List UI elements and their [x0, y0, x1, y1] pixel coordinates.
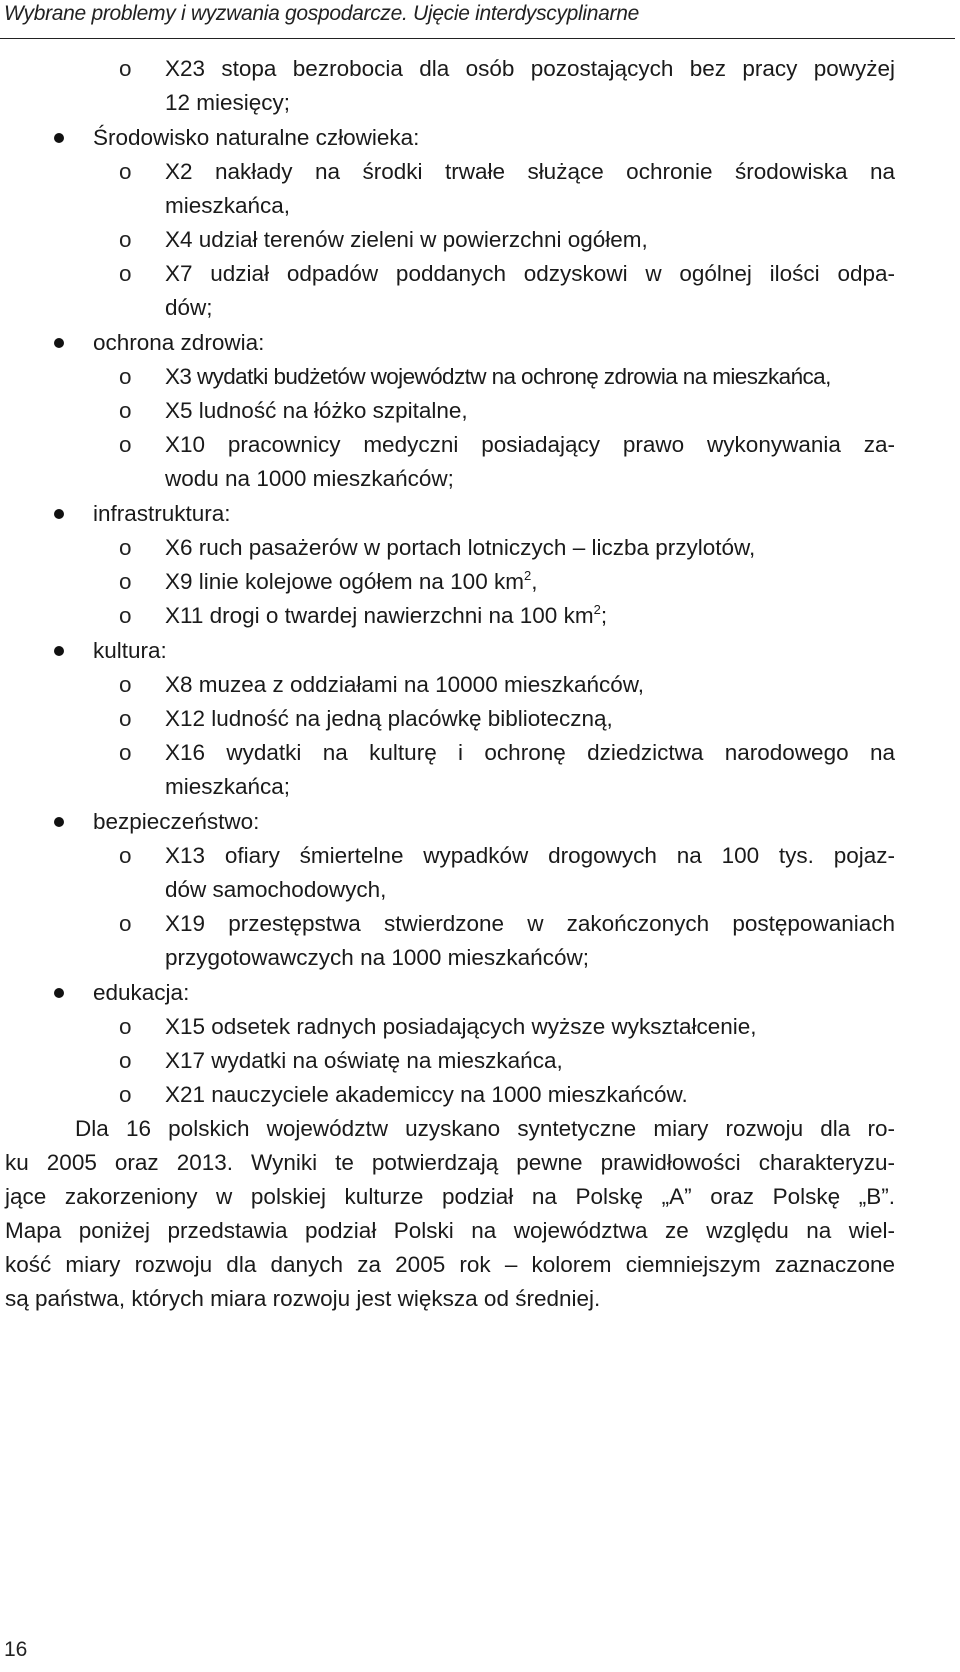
circle-bullet-icon: o: [119, 1082, 132, 1107]
page-number: 16: [4, 1638, 28, 1661]
list-heading-education: edukacja:: [93, 976, 189, 1010]
circle-bullet-icon: o: [119, 706, 132, 731]
superscript: 2: [593, 602, 601, 617]
circle-bullet-icon: o: [119, 740, 132, 765]
list-item-continuation: wodu na 1000 mieszkańców;: [165, 466, 454, 491]
paragraph-line: Mapa poniżej przedstawia podział Polski na województwa ze względu na wiel-: [5, 1218, 895, 1243]
list-item: o X9 linie kolejowe ogółem na 100 $km^2$,: [165, 565, 537, 599]
list-heading-security: bezpieczeństwo:: [93, 805, 259, 839]
list-item: o X3 wydatki budżetów województw na ochronę zdrowia na mieszkańca,: [165, 360, 831, 394]
list-item: o X19 przestępstwa stwierdzone w zakończonych postępowaniach: [165, 907, 895, 941]
list-item: o X13 ofiary śmiertelne wypadków drogowych na 100 tys. pojaz-: [165, 839, 895, 873]
list-item-continuation: 12 miesięcy;: [165, 90, 291, 115]
list-item: o X16 wydatki na kulturę i ochronę dziedzictwa narodowego na: [165, 736, 895, 770]
list-item: o X23 stopa bezrobocia dla osób pozostających bez pracy powyżej: [165, 52, 895, 86]
list-item: o X10 pracownicy medyczni posiadający prawo wykonywania za-: [165, 428, 895, 462]
list-heading-environment: Środowisko naturalne człowieka:: [93, 121, 419, 155]
list-item-continuation: mieszkańca,: [165, 193, 291, 218]
list-item-continuation: dów;: [165, 295, 213, 320]
circle-bullet-icon: o: [119, 672, 132, 697]
superscript: 2: [523, 568, 532, 583]
bullet-icon: [54, 338, 64, 348]
circle-bullet-icon: o: [119, 911, 132, 936]
circle-bullet-icon: o: [119, 227, 132, 252]
list-item: o X2 nakłady na środki trwałe służące ochronie środowiska na: [165, 155, 895, 189]
circle-bullet-icon: o: [119, 56, 132, 81]
bullet-icon: [54, 646, 64, 656]
list-item: o X17 wydatki na oświatę na mieszkańca,: [165, 1044, 563, 1078]
circle-bullet-icon: o: [119, 432, 132, 457]
list-item: o X5 ludność na łóżko szpitalne,: [165, 394, 468, 428]
circle-bullet-icon: o: [119, 398, 132, 423]
list-item-continuation: mieszkańca;: [165, 774, 291, 799]
paragraph-line: ku 2005 oraz 2013. Wyniki te potwierdzają pewne prawidłowości charakteryzu-: [5, 1150, 895, 1175]
list-item-continuation: przygotowawczych na 1000 mieszkańców;: [165, 945, 589, 970]
list-item: o X6 ruch pasażerów w portach lotniczych – liczba przylotów,: [165, 531, 755, 565]
circle-bullet-icon: o: [119, 1048, 132, 1073]
header-title: Wybrane problemy i wyzwania gospodarcze. Ujęcie interdyscyplinarne: [4, 2, 639, 25]
circle-bullet-icon: o: [119, 159, 132, 184]
bullet-icon: [54, 988, 64, 998]
paragraph-line: Dla 16 polskich województw uzyskano syntetyczne miary rozwoju dla ro-: [75, 1116, 895, 1141]
bullet-icon: [54, 133, 64, 143]
list-heading-health: ochrona zdrowia:: [93, 326, 264, 360]
list-item: o X7 udział odpadów poddanych odzyskowi w ogólnej ilości odpa-: [165, 257, 895, 291]
paragraph-line: są państwa, których miara rozwoju jest większa od średniej.: [5, 1286, 601, 1311]
circle-bullet-icon: o: [119, 603, 132, 628]
paragraph-line: jące zakorzeniony w polskiej kulturze podział na Polskę „A” oraz Polskę „B”.: [5, 1184, 895, 1209]
circle-bullet-icon: o: [119, 843, 132, 868]
paragraph-line: kość miary rozwoju dla danych za 2005 rok – kolorem ciemniejszym zaznaczone: [5, 1252, 895, 1277]
list-heading-culture: kultura:: [93, 634, 167, 668]
circle-bullet-icon: o: [119, 261, 132, 286]
bullet-icon: [54, 509, 64, 519]
list-item: o X15 odsetek radnych posiadających wyższe wykształcenie,: [165, 1010, 757, 1044]
list-item: o X12 ludność na jedną placówkę biblioteczną,: [165, 702, 613, 736]
list-item: o X11 drogi o twardej nawierzchni na 100 $km^2$;: [165, 599, 607, 633]
bullet-icon: [54, 817, 64, 827]
list-item: o X8 muzea z oddziałami na 10000 mieszkańców,: [165, 668, 644, 702]
list-item: o X21 nauczyciele akademiccy na 1000 mieszkańców.: [165, 1078, 688, 1112]
circle-bullet-icon: o: [119, 569, 132, 594]
list-heading-infrastructure: infrastruktura:: [93, 497, 231, 531]
list-item: o X4 udział terenów zieleni w powierzchni ogółem,: [165, 223, 648, 257]
circle-bullet-icon: o: [119, 364, 132, 389]
circle-bullet-icon: o: [119, 535, 132, 560]
list-item-continuation: dów samochodowych,: [165, 877, 387, 902]
running-header: [0, 0, 955, 39]
circle-bullet-icon: o: [119, 1014, 132, 1039]
